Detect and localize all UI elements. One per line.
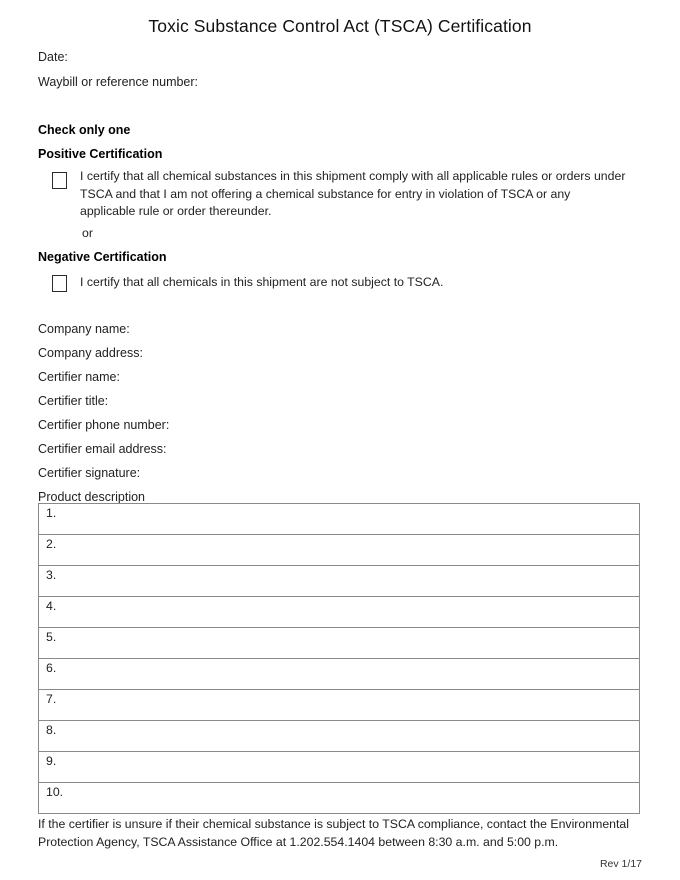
- or-separator: or: [82, 226, 93, 240]
- table-row[interactable]: [39, 566, 640, 597]
- table-row[interactable]: [39, 752, 640, 783]
- field-label-waybill: Waybill or reference number:: [38, 75, 199, 89]
- page-title: Toxic Substance Control Act (TSCA) Certification: [148, 16, 532, 36]
- field-label-company-address: Company address:: [38, 346, 143, 360]
- check-only-one-heading: Check only one: [38, 123, 131, 137]
- table-row[interactable]: [39, 597, 640, 628]
- field-label-date: Date:: [38, 50, 68, 64]
- product-row-number[interactable]: 10.: [39, 783, 640, 814]
- field-label-certifier-name: Certifier name:: [38, 370, 120, 384]
- product-row-number[interactable]: 8.: [39, 721, 640, 752]
- table-row[interactable]: [39, 628, 640, 659]
- positive-certification-checkbox[interactable]: [52, 172, 67, 189]
- product-row-number[interactable]: 7.: [39, 690, 640, 721]
- field-label-company-name: Company name:: [38, 322, 130, 336]
- product-row-number[interactable]: 6.: [39, 659, 640, 690]
- product-row-number[interactable]: 5.: [39, 628, 640, 659]
- product-row-number[interactable]: 9.: [39, 752, 640, 783]
- field-label-certifier-phone: Certifier phone number:: [38, 418, 170, 432]
- table-row[interactable]: [39, 659, 640, 690]
- footer-note: If the certifier is unsure if their chemical substance is subject to TSCA compliance, contact the Environmental Protection Agency, TSCA Assistance Office at 1.202.554.1404 between 8:30 a.m. and 5:00 p.m.: [38, 817, 629, 849]
- table-row[interactable]: [39, 721, 640, 752]
- negative-certification-checkbox[interactable]: [52, 275, 67, 292]
- product-row-number[interactable]: 1.: [39, 504, 640, 535]
- product-row-number[interactable]: 2.: [39, 535, 640, 566]
- field-label-certifier-email: Certifier email address:: [38, 442, 167, 456]
- revision-label: Rev 1/17: [599, 858, 642, 870]
- table-row[interactable]: [39, 690, 640, 721]
- product-description-table: [38, 503, 640, 814]
- product-description-caption: Product description: [38, 490, 146, 504]
- negative-certification-statement: I certify that all chemicals in this shipment are not subject to TSCA.: [80, 275, 444, 289]
- field-label-certifier-signature: Certifier signature:: [38, 466, 141, 480]
- table-row[interactable]: [39, 783, 640, 814]
- field-label-certifier-title: Certifier title:: [38, 394, 109, 408]
- table-row[interactable]: [39, 535, 640, 566]
- negative-certification-heading: Negative Certification: [38, 250, 167, 264]
- positive-certification-statement: I certify that all chemical substances in this shipment comply with all applicable rules or orders under TSCA and that I am not offering a chemical substance for entry in violation of TSCA or any applicable rule or order thereunder.: [80, 169, 626, 219]
- product-row-number[interactable]: 4.: [39, 597, 640, 628]
- table-row[interactable]: [39, 504, 640, 535]
- product-row-number[interactable]: 3.: [39, 566, 640, 597]
- positive-certification-heading: Positive Certification: [38, 147, 163, 161]
